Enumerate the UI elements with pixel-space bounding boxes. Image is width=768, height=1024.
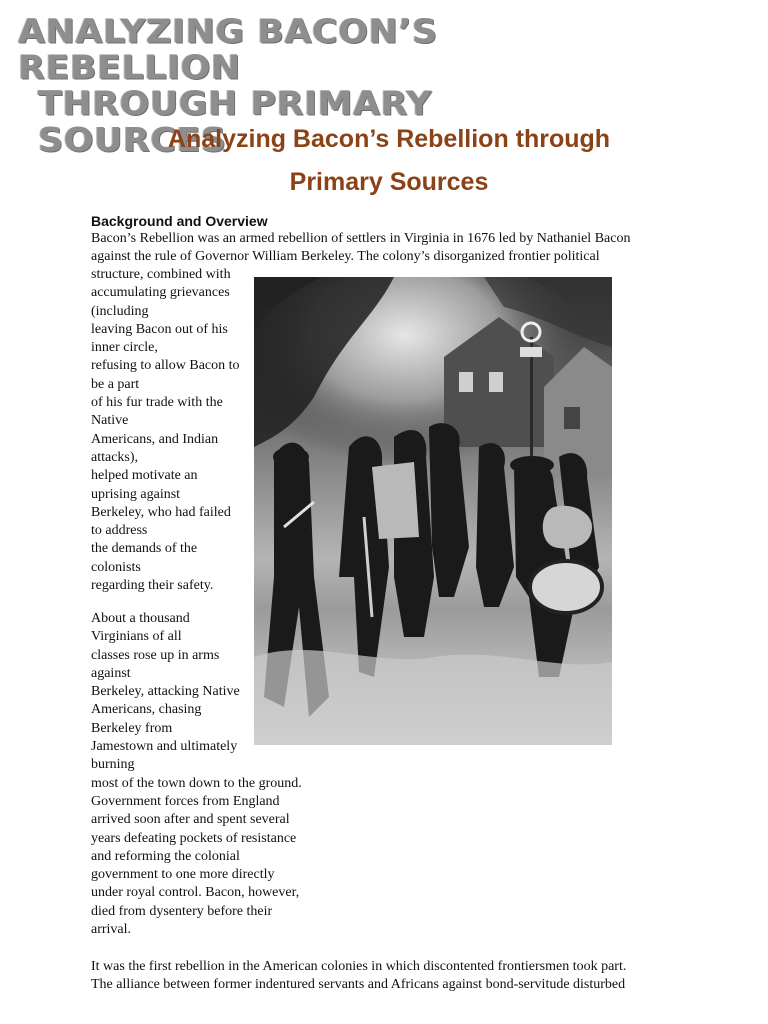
wrapped-paragraph-1 <box>91 266 240 595</box>
paragraph-line: leaving Bacon out of his <box>91 321 228 337</box>
paragraph-line: structure, combined with <box>91 267 231 282</box>
section-heading: Background and Overview <box>91 213 268 229</box>
paragraph-line: helped motivate an <box>91 468 198 484</box>
paragraph-line: refusing to allow Bacon to <box>91 358 240 374</box>
paragraph-line: be a part <box>91 376 140 392</box>
paragraph-line: (including <box>91 303 149 319</box>
paragraph-line: died from dysentery before their <box>91 903 273 919</box>
illustration-drawing <box>254 277 612 745</box>
paragraph-line: government to one more directly <box>91 867 275 883</box>
wrapped-paragraph-2 <box>91 610 302 939</box>
paragraph-line: to address <box>91 523 148 539</box>
paragraph-line: arrived soon after and spent several <box>91 812 290 828</box>
paragraph-line: Government forces from England <box>91 793 280 809</box>
paragraph-line: and reforming the colonial <box>91 848 240 864</box>
paragraph-line: against <box>91 665 131 681</box>
paragraph-line: burning <box>91 757 135 773</box>
intro-line: against the rule of Governor William Berkeley. The colony’s disorganized frontier political <box>91 249 600 265</box>
paragraph-line: attacks), <box>91 449 139 465</box>
paragraph-line: Berkeley, attacking Native <box>91 684 240 700</box>
paragraph-line: The alliance between former indentured servants and Africans against bond-servitude disturbed <box>91 977 626 993</box>
bacons-rebellion-illustration <box>254 277 612 745</box>
paragraph-line: It was the first rebellion in the American colonies in which discontented frontiersmen took part. <box>91 959 627 974</box>
paragraph-line: inner circle, <box>91 340 158 356</box>
paragraph-line: arrival. <box>91 922 132 938</box>
paragraph-line: Jamestown and ultimately <box>91 739 238 755</box>
paragraph-line: colonists <box>91 559 141 575</box>
paragraph-line: most of the town down to the ground. <box>91 775 302 791</box>
banner-line-2: THROUGH PRIMARY SOURCES <box>38 85 432 160</box>
paragraph-line: About a thousand <box>91 611 190 626</box>
intro-line: Bacon’s Rebellion was an armed rebellion of settlers in Virginia in 1676 led by Nathaniel Bacon <box>91 231 631 246</box>
closing-paragraph <box>91 958 691 995</box>
document-title <box>90 118 688 204</box>
document-title-line-1: Analyzing Bacon’s Rebellion through <box>167 125 611 153</box>
paragraph-line: Berkeley, who had failed <box>91 504 231 520</box>
paragraph-line: Virginians of all <box>91 629 182 645</box>
banner-line-1: ANALYZING BACON’S REBELLION <box>18 13 438 88</box>
paragraph-line: under royal control. Bacon, however, <box>91 885 300 901</box>
paragraph-line: Americans, and Indian <box>91 431 219 447</box>
paragraph-line: years defeating pockets of resistance <box>91 830 297 846</box>
paragraph-line: Native <box>91 413 129 429</box>
paragraph-line: regarding their safety. <box>91 578 214 594</box>
paragraph-line: uprising against <box>91 486 181 502</box>
paragraph-line: Americans, chasing <box>91 702 202 718</box>
paragraph-line: the demands of the <box>91 541 198 557</box>
paragraph-line: Berkeley from <box>91 720 173 736</box>
intro-paragraph <box>91 230 691 267</box>
paragraph-line: accumulating grievances <box>91 285 230 301</box>
paragraph-line: of his fur trade with the <box>91 395 223 411</box>
paragraph-line: classes rose up in arms <box>91 647 220 663</box>
document-title-line-2: Primary Sources <box>289 168 489 196</box>
